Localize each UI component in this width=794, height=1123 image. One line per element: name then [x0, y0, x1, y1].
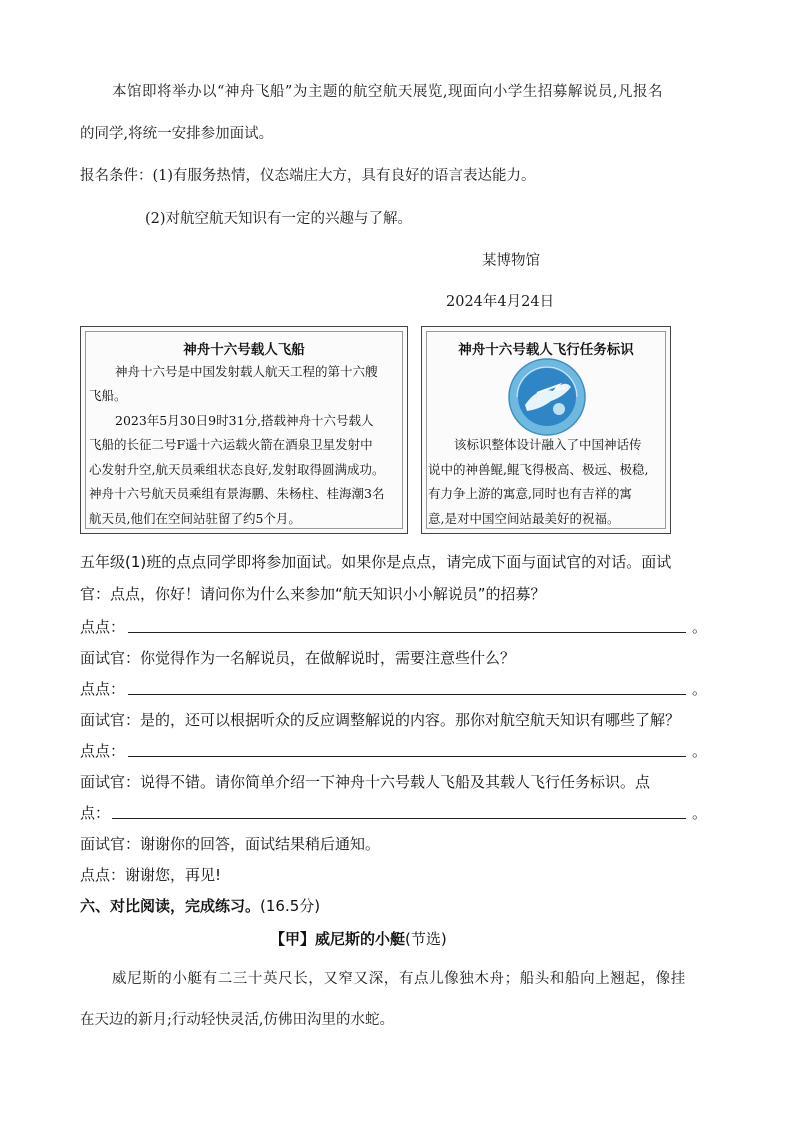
box-line: 航天员,他们在空间站驻留了约5个月。 [89, 511, 301, 526]
box-line: 说中的神兽鲲,鲲飞得极高、极远、极稳, [428, 462, 649, 477]
box-line: 意,是对中国空间站最美好的祝福。 [428, 511, 620, 526]
dialogue-end: 点点：谢谢您，再见! [80, 866, 222, 884]
dialogue-intro-2: 官：点点，你好！请问你为什么来参加“航天知识小小解说员”的招募？ [80, 585, 546, 603]
answer-3-label: 点点： [80, 742, 126, 760]
section-6-heading [80, 895, 320, 916]
box-line: 神舟十六号航天员乘组有景海鹏、朱杨柱、桂海潮3名 [89, 486, 385, 501]
notice-date: 2024年4月24日 [446, 294, 555, 310]
info-box-spacecraft [80, 326, 408, 534]
passage-a-line-2: 在天边的新月;行动轻快灵活,仿佛田沟里的水蛇。 [80, 1012, 394, 1028]
passage-a-note: (节选) [405, 930, 447, 948]
answer-2-blank[interactable] [128, 694, 686, 695]
answer-4-blank[interactable] [112, 818, 686, 819]
answer-4-label: 点： [80, 804, 111, 822]
section-heading-text: 六、对比阅读，完成练习。 [80, 897, 261, 915]
passage-a-line-1: 威尼斯的小艇有二三十英尺长，又窄又深，有点儿像独木舟；船头和船向上翘起，像挂 [112, 971, 686, 987]
notice-line-2: 的同学,将统一安排参加面试。 [80, 126, 274, 142]
answer-2-period: 。 [692, 680, 708, 698]
answer-2-label: 点点： [80, 680, 126, 698]
box-title-mission-logo: 神舟十六号载人飞行任务标识 [458, 342, 634, 358]
answer-1-blank[interactable] [128, 632, 686, 633]
box-line: 神舟十六号是中国发射载人航天工程的第十六艘 [115, 364, 378, 379]
passage-a-title-text: 【甲】威尼斯的小艇 [270, 930, 406, 948]
mission-emblem-icon [507, 357, 587, 437]
answer-1-period: 。 [692, 618, 708, 636]
question-3: 面试官：是的，还可以根据听众的反应调整解说的内容。那你对航空航天知识有哪些了解？ [80, 711, 681, 729]
condition-1: 报名条件：(1)有服务热情，仪态端庄大方，具有良好的语言表达能力。 [80, 168, 536, 184]
question-5: 面试官：谢谢你的回答，面试结果稍后通知。 [80, 835, 381, 853]
question-4: 面试官：说得不错。请你简单介绍一下神舟十六号载人飞船及其载人飞行任务标识。点 [80, 773, 651, 791]
notice-line-1: 本馆即将举办以“神舟飞船”为主题的航空航天展览,现面向小学生招募解说员,凡报名 [112, 84, 664, 100]
box-line: 飞船的长征二号F遥十六运载火箭在酒泉卫星发射中 [89, 437, 373, 452]
box-title-spacecraft: 神舟十六号载人飞船 [183, 342, 305, 358]
dialogue-intro-1: 五年级(1)班的点点同学即将参加面试。如果你是点点，请完成下面与面试官的对话。面试 [80, 553, 672, 571]
passage-a-title [270, 928, 447, 949]
answer-3-period: 。 [692, 742, 708, 760]
box-line: 有力争上游的寓意,同时也有吉祥的寓 [428, 486, 632, 501]
organizer: 某博物馆 [482, 253, 540, 269]
answer-1-label: 点点： [80, 618, 126, 636]
box-line: 心发射升空,航天员乘组状态良好,发射取得圆满成功。 [89, 462, 385, 477]
condition-2: (2)对航空航天知识有一定的兴趣与了解。 [145, 211, 413, 227]
answer-4-period: 。 [692, 804, 708, 822]
info-box-mission-logo [421, 326, 671, 534]
box-line: 飞船。 [89, 388, 127, 403]
box-line: 2023年5月30日9时31分,搭载神舟十六号载人 [115, 413, 374, 428]
answer-3-blank[interactable] [128, 756, 686, 757]
question-2: 面试官：你觉得作为一名解说员，在做解说时，需要注意些什么？ [80, 649, 516, 667]
box-line: 该标识整体设计融入了中国神话传 [454, 437, 642, 452]
section-score: (16.5分) [260, 897, 321, 915]
